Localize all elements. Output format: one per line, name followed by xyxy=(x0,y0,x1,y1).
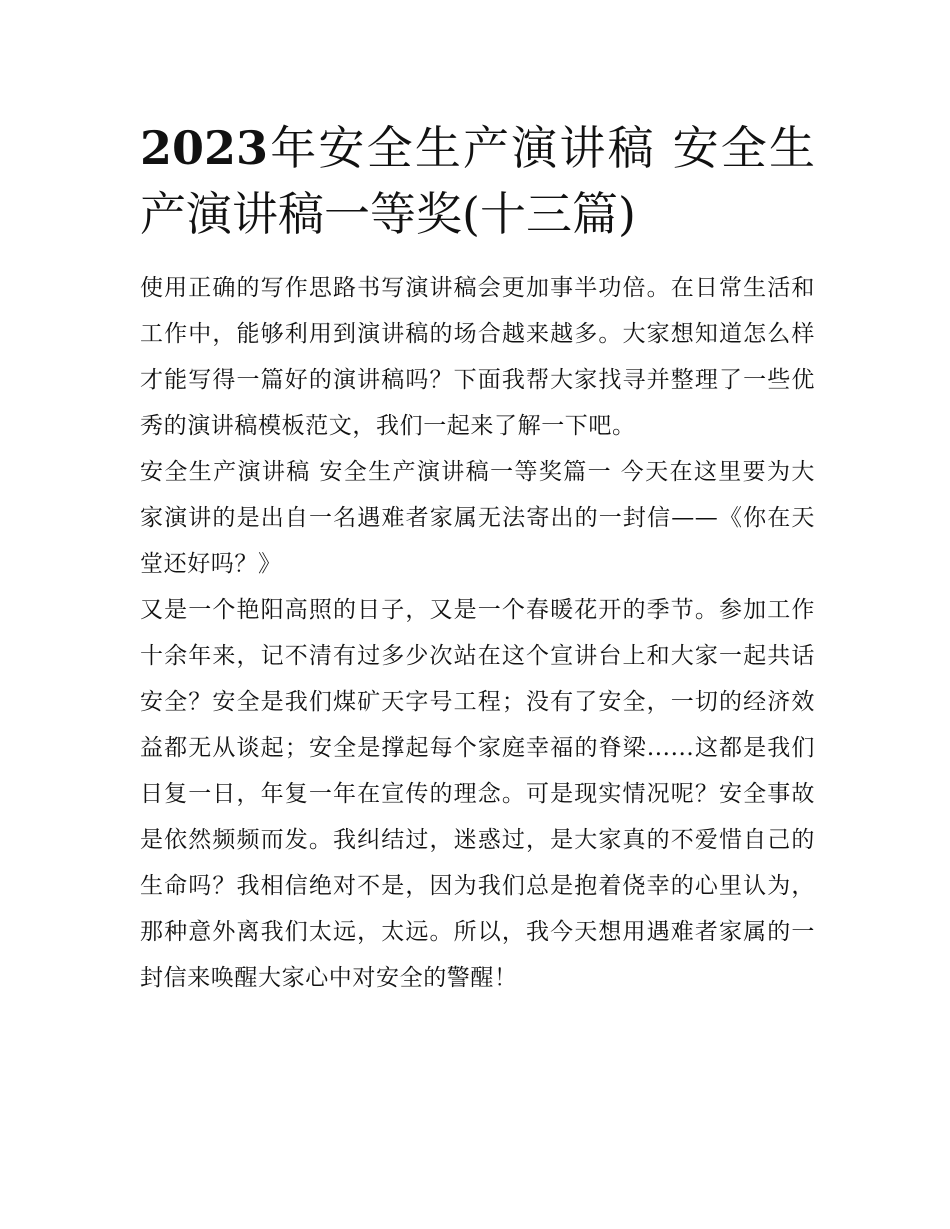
document-title xyxy=(140,115,815,247)
document-body xyxy=(140,265,815,1001)
speech-body-paragraph: 又是一个艳阳高照的日子，又是一个春暖花开的季节。参加工作十余年来，记不清有过多少次站在这个宣讲台上和大家一起共话安全？安全是我们煤矿天字号工程；没有了安全，一切的经济效益都无从谈起；安全是撑起每个家庭幸福的脊梁......这都是我们日复一日，年复一年在宣传的理念。可是现实情况呢？安全事故是依然频频而发。我纠结过，迷惑过，是大家真的不爱惜自己的生命吗？我相信绝对不是，因为我们总是抱着侥幸的心里认为，那种意外离我们太远，太远。所以，我今天想用遇难者家属的一封信来唤醒大家心中对安全的警醒！ xyxy=(140,597,815,991)
intro-paragraph: 使用正确的写作思路书写演讲稿会更加事半功倍。在日常生活和工作中，能够利用到演讲稿的场合越来越多。大家想知道怎么样才能写得一篇好的演讲稿吗？下面我帮大家找寻并整理了一些优秀的演讲稿模板范文，我们一起来了解一下吧。 xyxy=(140,275,815,439)
title-year: 2023 xyxy=(140,121,269,175)
document-page xyxy=(140,115,815,1001)
title-text: 年安全生产演讲稿 安全生产演讲稿一等奖(十三篇) xyxy=(140,121,815,241)
speech-heading-paragraph: 安全生产演讲稿 安全生产演讲稿一等奖篇一 今天在这里要为大家演讲的是出自一名遇难者家属无法寄出的一封信——《你在天堂还好吗？》 xyxy=(140,459,815,577)
